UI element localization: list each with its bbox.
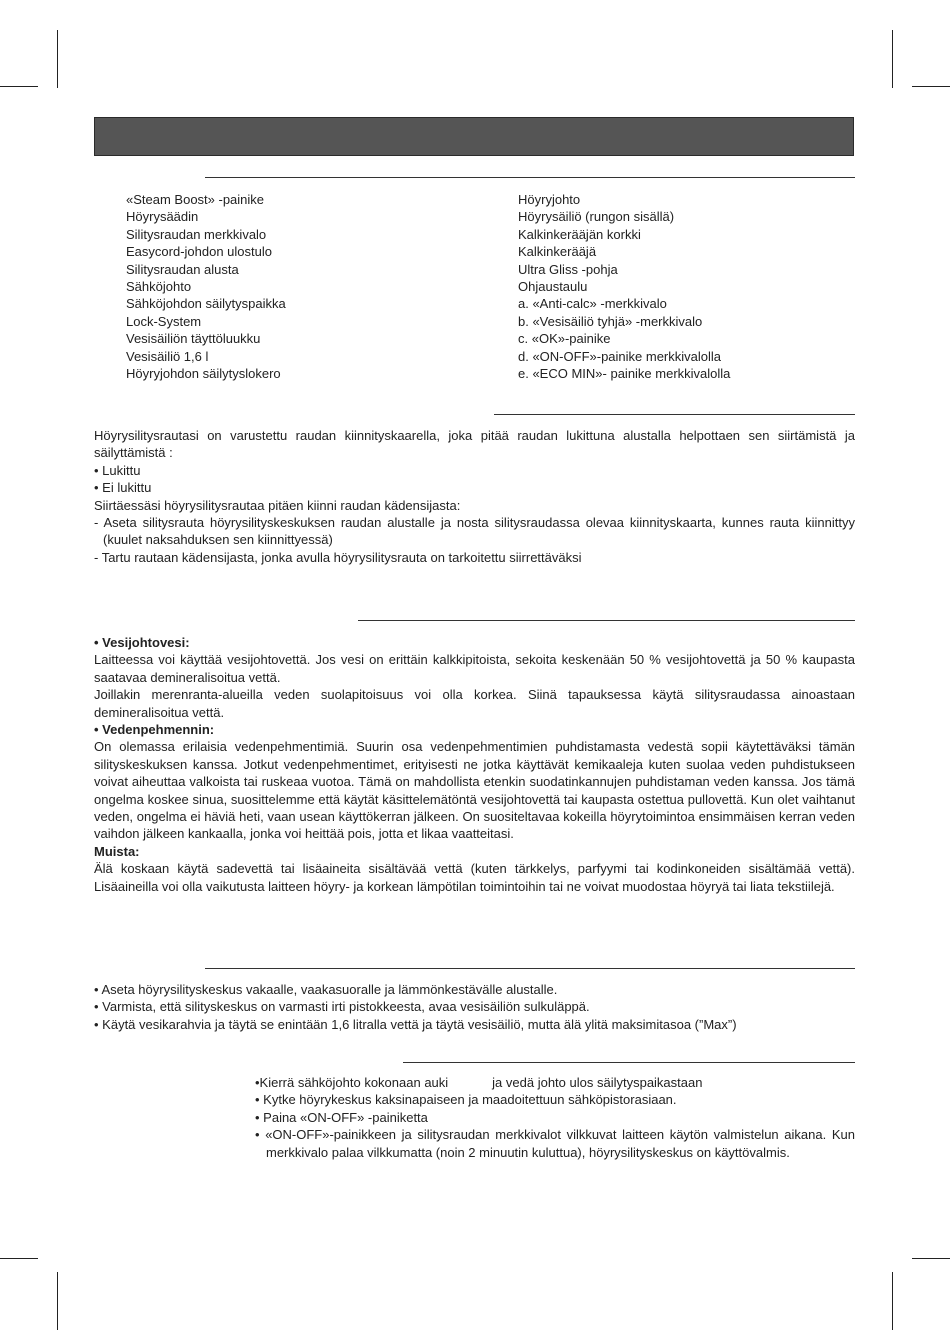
- start-step: • Kytke höyrykeskus kaksinapaiseen ja maadoitettuun sähköpistorasiaan.: [255, 1092, 677, 1108]
- softener-text: On olemassa erilaisia vedenpehmentimiä. Suurin osa vedenpehmentimien puhdistamasta vedestä sopii käytettäväksi tämän silityskeskuksen kanssa. Jotkut vedenpehmentimet, erityisesti ne jotka käyttävät kemikaaleja kuten suolaa veden puhdistukseen voivat aiheuttaa valkoista tai ruskeaa vuotoa. Tämä on mahdollista etenkin suodatinkannujen puhdistaman veden kanssa. Jos tämä ongelma koskee sinua, suosittelemme että käytät käsittelemätöntä vesijohtovettä tai kaupasta ostettua pullovettä. Kun olet vaihtanut veden, ongelma ei häviä heti, vaan usean käyttökerran jälkeen. On suositeltavaa kokeilla höyrytoimintoa ensimmäisen kerran veden vaihdon jälkeen kankaalla, jonka voi heittää pois, jotta et likaa vaatteitasi.: [94, 739, 855, 842]
- section-rule-lock: [494, 414, 855, 415]
- crop-mark: [912, 1258, 950, 1259]
- carry-step: - Aseta silitysrauta höyrysilityskeskuksen raudan alustalle ja nosta silitysraudassa olevaa kiinnityskaarta, kunnes rauta kiinnittyy (kuulet naksahduksen sen kiinnittyessä): [94, 515, 855, 548]
- start-step-cord: [255, 1074, 855, 1091]
- part-label: a. «Anti-calc» -merkkivalo: [518, 296, 667, 312]
- section-rule-start: [403, 1062, 855, 1063]
- softener-heading: • Vedenpehmennin:: [94, 722, 215, 738]
- part-label: Höyrysäädin: [126, 209, 199, 225]
- remember-heading: Muista:: [94, 843, 140, 859]
- lock-intro: Höyrysilitysrautasi on varustettu raudan kiinnityskaarella, joka pitää raudan lukittuna alustalla helpottaen sen siirtämistä ja säilyttämistä :: [94, 428, 855, 461]
- part-label: Easycord-johdon ulostulo: [126, 244, 272, 260]
- tap-water-heading: • Vesijohtovesi:: [94, 635, 190, 650]
- crop-mark: [0, 86, 38, 87]
- crop-mark: [57, 30, 58, 88]
- carry-step: - Tartu rautaan kädensijasta, jonka avulla höyrysilitysrauta on tarkoitettu siirrettäväksi: [94, 549, 582, 565]
- fill-step: • Käytä vesikarahvia ja täytä se enintään 1,6 litralla vettä ja täytä vesisäiliö, mutta älä ylitä maksimitasoa (”Max”): [94, 1016, 737, 1032]
- start-section: [255, 1074, 855, 1161]
- crop-mark: [912, 86, 950, 87]
- fill-section: [94, 981, 855, 1033]
- tap-water-text: Joillakin merenranta-alueilla veden suolapitoisuus voi olla korkea. Siinä tapauksessa käytä silitysraudassa ainoastaan demineralisoitua vettä.: [94, 687, 855, 720]
- parts-list-right: [518, 191, 730, 382]
- part-label: «Steam Boost» -painike: [126, 192, 265, 207]
- crop-mark: [892, 1272, 893, 1330]
- crop-mark: [0, 1258, 38, 1259]
- part-label: d. «ON-OFF»-painike merkkivalolla: [518, 348, 722, 364]
- tap-water-text: Laitteessa voi käyttää vesijohtovettä. Jos vesi on erittäin kalkkipitoista, sekoita keskenään 50 % vesijohtovettä ja 50 % kaupasta saatavaa demineralisoitua vettä.: [94, 652, 855, 685]
- start-step: • Paina «ON-OFF» -painiketta: [255, 1109, 428, 1125]
- fill-step: • Varmista, että silityskeskus on varmasti irti pistokkeesta, avaa vesisäiliön sulkuläppä.: [94, 999, 590, 1015]
- part-label: b. «Vesisäiliö tyhjä» -merkkivalo: [518, 313, 703, 329]
- start-step: • «ON-OFF»-painikkeen ja silitysraudan merkkivalot vilkkuvat laitteen käytön valmistelun aikana. Kun merkkivalo palaa vilkkumatta (noin 2 minuutin kuluttua), höyrysilityskeskus on käyttövalmis.: [255, 1127, 855, 1160]
- remember-text: Älä koskaan käytä sadevettä tai lisäaineita sisältävää vettä (kuten tärkkelys, parfyymi tai kodinkoneiden sisältämää vettä). Lisäaineilla voi olla vaikutusta laitteen höyry- ja korkean lämpötilan toimintoihin tai ne voivat muodostaa höyryä tai liata tekstiilejä.: [94, 861, 855, 894]
- part-label: Vesisäiliön täyttöluukku: [126, 331, 261, 347]
- header-bar: [94, 117, 854, 156]
- part-label: Silitysraudan alusta: [126, 261, 239, 277]
- cord-text: •Kierrä sähköjohto kokonaan auki: [255, 1075, 449, 1090]
- part-label: Kalkinkerääjän korkki: [518, 226, 641, 242]
- section-rule-fill: [205, 968, 855, 969]
- part-label: Höyrysäiliö (rungon sisällä): [518, 209, 675, 225]
- fill-step: • Aseta höyrysilityskeskus vakaalle, vaakasuoralle ja lämmönkestävälle alustalle.: [94, 982, 558, 997]
- section-rule-parts: [205, 177, 855, 178]
- lock-section: [94, 427, 855, 566]
- lock-state: • Ei lukittu: [94, 480, 152, 496]
- part-label: Vesisäiliö 1,6 l: [126, 348, 209, 364]
- part-label: c. «OK»-painike: [518, 331, 611, 347]
- lock-state: • Lukittu: [94, 462, 141, 478]
- part-label: Silitysraudan merkkivalo: [126, 226, 267, 242]
- part-label: Lock-System: [126, 313, 202, 329]
- water-section: [94, 634, 855, 895]
- part-label: Ohjaustaulu: [518, 279, 588, 295]
- section-rule-water: [358, 620, 855, 621]
- part-label: Kalkinkerääjä: [518, 244, 597, 260]
- crop-mark: [892, 30, 893, 88]
- cord-text: ja vedä johto ulos säilytyspaikastaan: [492, 1075, 703, 1090]
- part-label: e. «ECO MIN»- painike merkkivalolla: [518, 366, 731, 382]
- crop-mark: [57, 1272, 58, 1330]
- part-label: Höyryjohdon säilytyslokero: [126, 366, 281, 382]
- part-label: Ultra Gliss -pohja: [518, 261, 618, 277]
- part-label: Sähköjohdon säilytyspaikka: [126, 296, 286, 312]
- part-label: Höyryjohto: [518, 192, 581, 207]
- carry-intro: Siirtäessäsi höyrysilitysrautaa pitäen kiinni raudan kädensijasta:: [94, 497, 461, 513]
- part-label: Sähköjohto: [126, 279, 192, 295]
- parts-list-left: [126, 191, 286, 382]
